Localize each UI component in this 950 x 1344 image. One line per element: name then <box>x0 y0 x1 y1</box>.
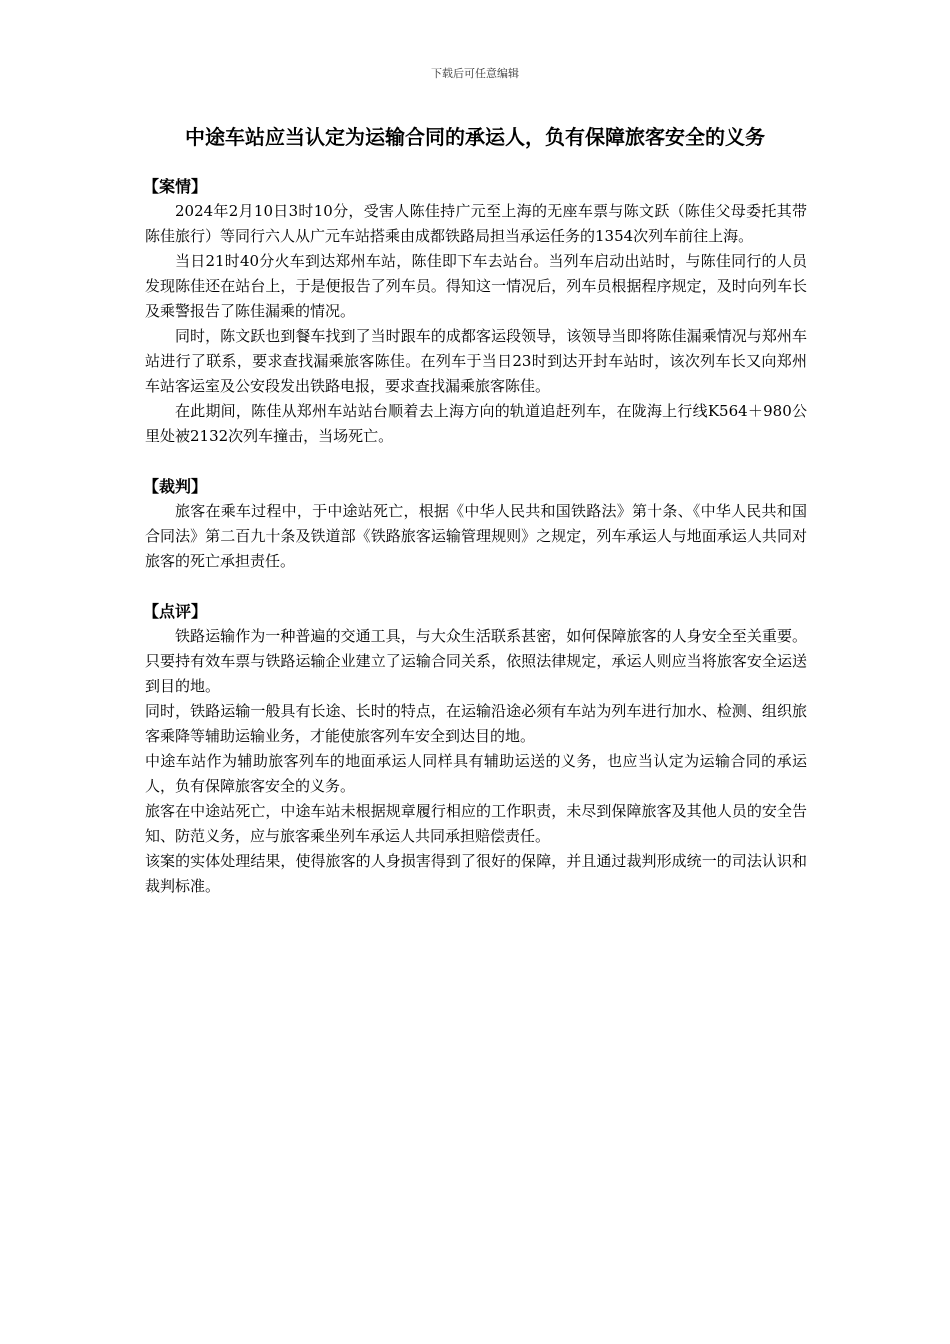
section-heading-case: 【案情】 <box>143 177 208 196</box>
case-paragraph: 2024年2月10日3时10分，受害人陈佳持广元至上海的无座车票与陈文跃（陈佳父母委托其带陈佳旅行）等同行六人从广元车站搭乘由成都铁路局担当承运任务的1354次列车前往上海。 <box>145 202 807 245</box>
comment-paragraph: 该案的实体处理结果，使得旅客的人身损害得到了很好的保障，并且通过裁判形成统一的司法认识和裁判标准。 <box>145 852 807 895</box>
case-paragraph: 同时，陈文跃也到餐车找到了当时跟车的成都客运段领导，该领导当即将陈佳漏乘情况与郑州车站进行了联系，要求查找漏乘旅客陈佳。在列车于当日23时到达开封车站时，该次列车长又向郑州车站客运室及公安段发出铁路电报，要求查找漏乘旅客陈佳。 <box>145 327 807 395</box>
header-note: 下载后可任意编辑 <box>431 67 519 80</box>
comment-paragraph: 同时，铁路运输一般具有长途、长时的特点，在运输沿途必须有车站为列车进行加水、检测、组织旅客乘降等辅助运输业务，才能使旅客列车安全到达目的地。 <box>145 702 807 745</box>
case-paragraph: 当日21时40分火车到达郑州车站，陈佳即下车去站台。当列车启动出站时，与陈佳同行的人员发现陈佳还在站台上，于是便报告了列车员。得知这一情况后，列车员根据程序规定，及时向列车长及乘警报告了陈佳漏乘的情况。 <box>145 252 807 320</box>
case-paragraph: 在此期间，陈佳从郑州车站站台顺着去上海方向的轨道追赶列车，在陇海上行线K564＋980公里处被2132次列车撞击，当场死亡。 <box>145 402 807 445</box>
document-body <box>145 174 807 899</box>
section-comment <box>145 599 807 899</box>
comment-paragraph: 旅客在中途站死亡，中途车站未根据规章履行相应的工作职责，未尽到保障旅客及其他人员的安全告知、防范义务，应与旅客乘坐列车承运人共同承担赔偿责任。 <box>145 802 807 845</box>
section-heading-comment: 【点评】 <box>143 602 208 621</box>
section-judgment <box>145 474 807 574</box>
judgment-paragraph: 旅客在乘车过程中，于中途站死亡，根据《中华人民共和国铁路法》第十条、《中华人民共和国合同法》第二百九十条及铁道部《铁路旅客运输管理规则》之规定，列车承运人与地面承运人共同对旅客的死亡承担责任。 <box>145 502 807 570</box>
comment-paragraph: 中途车站作为辅助旅客列车的地面承运人同样具有辅助运送的义务，也应当认定为运输合同的承运人，负有保障旅客安全的义务。 <box>145 752 807 795</box>
section-heading-judgment: 【裁判】 <box>143 477 208 496</box>
section-case <box>145 174 807 449</box>
document-title: 中途车站应当认定为运输合同的承运人，负有保障旅客安全的义务 <box>185 125 765 149</box>
comment-paragraph: 铁路运输作为一种普遍的交通工具，与大众生活联系甚密，如何保障旅客的人身安全至关重要。只要持有效车票与铁路运输企业建立了运输合同关系，依照法律规定，承运人则应当将旅客安全运送到目的地。 <box>145 627 807 695</box>
